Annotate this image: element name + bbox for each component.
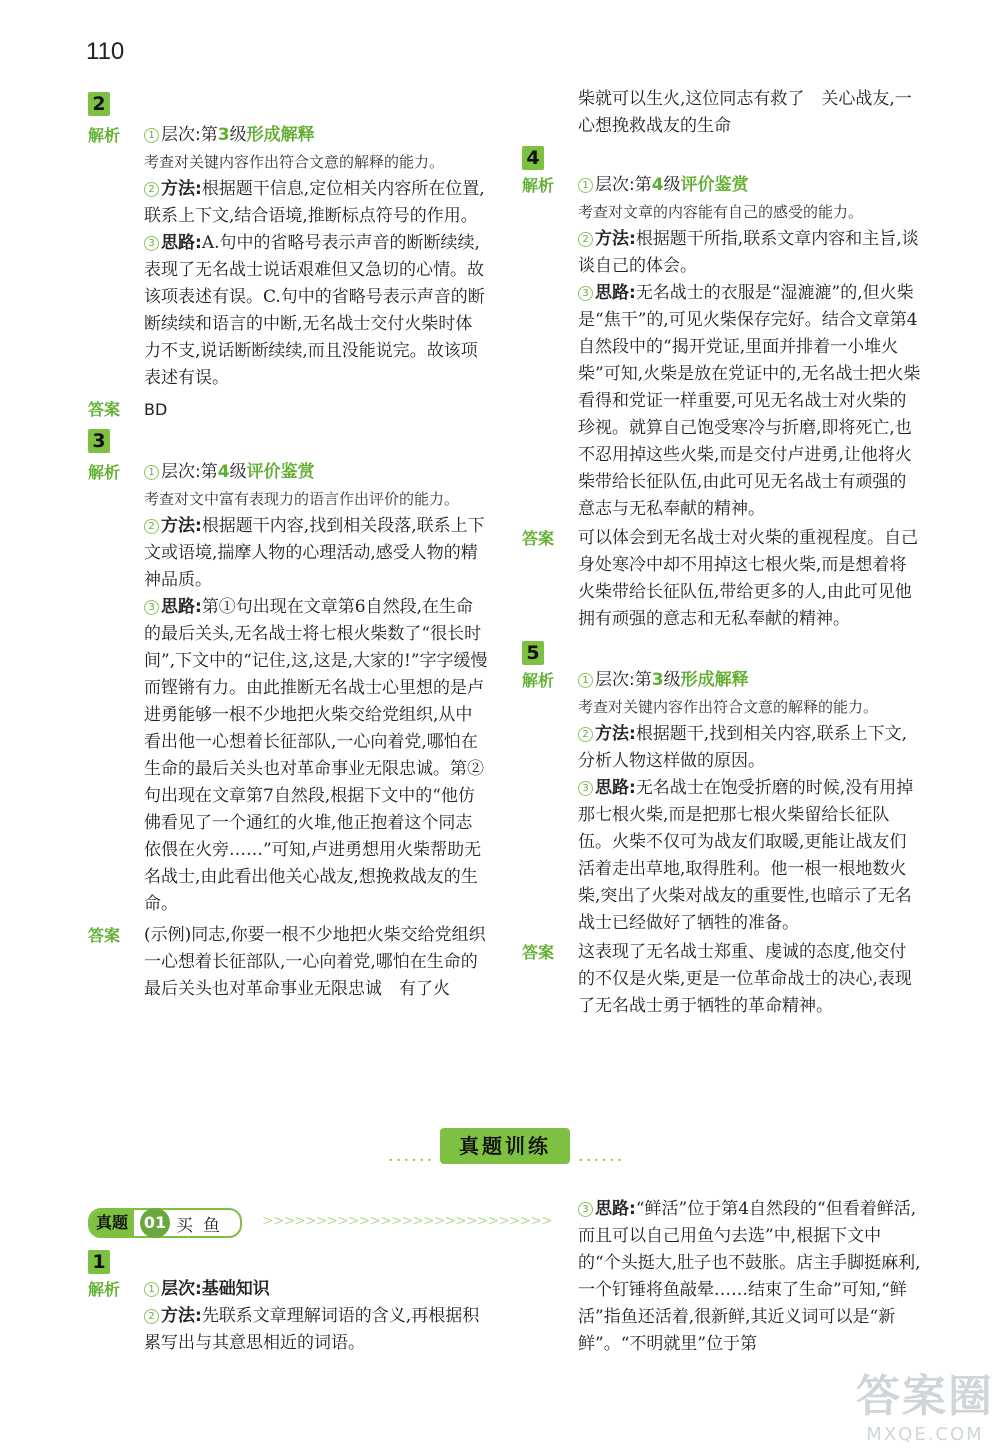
level-desc: 考查对关键内容作出符合文意的解释的能力。	[578, 698, 879, 716]
question-number: 1	[88, 1250, 110, 1274]
circle-3-icon: 3	[578, 1202, 593, 1217]
answer-text: 这表现了无名战士郑重、虔诚的态度,他交付的不仅是火柴,更是一位革命战士的决心,表现了无名战士勇于牺牲的革命精神。	[578, 942, 912, 1016]
practice-article-title: 买鱼	[176, 1215, 231, 1236]
circle-3-icon: 3	[144, 236, 159, 251]
analysis-tag: 解析	[522, 176, 555, 195]
level-name: 评价鉴赏	[680, 175, 749, 195]
circle-2-icon: 2	[144, 1309, 159, 1324]
page-number: 110	[86, 38, 125, 65]
method-text: 根据题干,找到相关内容,联系上下文,分析人物这样做的原因。	[578, 724, 908, 771]
circle-1-icon: 1	[144, 465, 159, 480]
circle-2-icon: 2	[578, 727, 593, 742]
level-text: 层次:基础知识	[161, 1279, 270, 1299]
question-5: 5 解析 1 层次:第3级形成解释 考查对关键内容作出符合文意的解释的能力。 2 方法:根据题干,找到相关内容,联系上下文,分析人物这样做的原因。 3 思路:无名战士在饱受折磨的时候,没有用掉那七根火柴,而是把那七根火柴留给长征队伍。火柴不仅可为战友们取暖,更能让战友们活着走出草地,取得胜利。他一根一根地数火柴,突出了火柴对战友的重要性,也暗示了无名战士已经做好了牺牲的准备。 答案 这表现了无名战士郑重、虔诚的态度,他交付的不仅是火柴,更是一位革命战士的决心,表现了无名战士勇于牺牲的革命精神。	[522, 641, 922, 1020]
answer-text: 可以体会到无名战士对火柴的重视程度。自己身处寒冷中却不用掉这七根火柴,而是想着将火柴带给长征队伍,带给更多的人,由此可见他拥有顽强的意志和无私奉献的精神。	[578, 528, 918, 629]
decorative-arrows-icon: >>>>>>>>>>>>>>>>>>>>>>>>>>>	[262, 1213, 552, 1229]
analysis-tag: 解析	[88, 1280, 121, 1299]
practice-label: 真题	[90, 1210, 134, 1236]
banner-dots-right: ······	[578, 1150, 625, 1171]
circle-3-icon: 3	[144, 600, 159, 615]
analysis-tag: 解析	[522, 671, 555, 690]
idea-text: A.句中的省略号表示声音的断断续续,表现了无名战士说话艰难但又急切的心情。故该项表述有误。C.句中的省略号表示声音的断断续续和语言的中断,无名战士交付火柴时体力不支,说话断断续续,而且没能说完。故该项表述有误。	[144, 233, 485, 388]
method-text: 先联系文章理解词语的含义,再根据积累写出与其意思相近的词语。	[144, 1306, 480, 1353]
question-number: 2	[88, 92, 110, 116]
question-number: 5	[522, 641, 544, 665]
answer-tag: 答案	[88, 926, 121, 945]
question-2: 2 解析 1 层次:第3级形成解释 考查对关键内容作出符合文意的解释的能力。 2 方法:根据题干信息,定位相关内容所在位置,联系上下文,结合语境,推断标点符号的作用。 3 思路:A.句中的省略号表示声音的断断续续,表现了无名战士说话艰难但又急切的心情。故该项表述有误。C.句中的省略号表示声音的断断续续和语言的中断,无名战士交付火柴时体力不支,说话断断续续,而且没能说完。故该项表述有误。 答案 BD	[88, 92, 488, 423]
answer-text: (示例)同志,你要一根不少地把火柴交给党组织 一心想着长征部队,一心向着党,哪怕在生命的最后关头也对革命事业无限忠诚 有了火	[144, 925, 503, 999]
level-desc: 考查对文章的内容能有自己的感受的能力。	[578, 203, 864, 221]
practice-question-1-continued: 3 思路:“鲜活”位于第4自然段的“但看着鲜活,而且可以自己用鱼勺去选”中,根据下文中的“个头挺大,肚子也不鼓胀。店主手脚挺麻利,一个钉锤将鱼敲晕……结束了生命”可知,“鲜活”指鱼还活着,很新鲜,其近义词可以是“新鲜”。“不明就里”位于第	[578, 1199, 921, 1354]
answer-text: BD	[144, 400, 168, 419]
banner-dots-left: ······	[388, 1150, 435, 1171]
analysis-tag: 解析	[88, 126, 121, 145]
level-name: 形成解释	[680, 670, 749, 690]
circle-1-icon: 1	[578, 178, 593, 193]
left-column	[88, 92, 503, 1003]
circle-1-icon: 1	[578, 673, 593, 688]
circle-2-icon: 2	[144, 182, 159, 197]
level-name: 形成解释	[246, 125, 315, 145]
level-desc: 考查对关键内容作出符合文意的解释的能力。	[144, 153, 445, 171]
answer-tag: 答案	[522, 529, 555, 548]
watermark	[856, 1360, 994, 1445]
watermark-url: MXQE.COM	[866, 1424, 984, 1445]
method-text: 根据题干内容,找到相关段落,联系上下文或语境,揣摩人物的心理活动,感受人物的精神品质。	[144, 516, 485, 590]
idea-text: 第①句出现在文章第6自然段,在生命的最后关头,无名战士将七根火柴数了“很长时间”,下文中的“记住,这,这是,大家的!”字字缓慢而铿锵有力。由此推断无名战士心里想的是卢进勇能够一根不少地把火柴交给党组织,从中看出他一心想着长征部队,一心向着党,哪怕在生命的最后关头也对革命事业无限忠诚。第②句出现在文章第7自然段,根据下文中的“他仿佛看见了一个通红的火堆,他正抱着这个同志依偎在火旁……”可知,卢进勇想用火柴帮助无名战士,由此看出他关心战友,想挽救战友的生命。	[144, 597, 488, 914]
method-text: 根据题干信息,定位相关内容所在位置,联系上下文,结合语境,推断标点符号的作用。	[144, 179, 485, 226]
practice-title	[88, 1208, 242, 1238]
answer-tag: 答案	[88, 400, 121, 419]
question-number: 4	[522, 146, 544, 170]
watermark-logo: 答案圈	[856, 1371, 994, 1422]
question-4: 4 解析 1 层次:第4级评价鉴赏 考查对文章的内容能有自己的感受的能力。 2 方法:根据题干所指,联系文章内容和主旨,谈谈自己的体会。 3 思路:无名战士的衣服是“湿漉漉”的,但火柴是“焦干”的,可见火柴保存完好。结合文章第4自然段中的“揭开党证,里面并排着一小堆火柴”可知,火柴是放在党证中的,无名战士把火柴看得和党证一样重要,可见无名战士对火柴的珍视。就算自己饱受寒冷与折磨,即将死亡,也不忍用掉这些火柴,而是交付卢进勇,让他将火柴带给长征队伍,由此可见无名战士有顽强的意志与无私奉献的精神。 答案 可以体会到无名战士对火柴的重视程度。自己身处寒冷中却不用掉这七根火柴,而是想着将火柴带给长征队伍,带给更多的人,由此可见他拥有顽强的意志和无私奉献的精神。	[522, 146, 922, 633]
idea-text: “鲜活”位于第4自然段的“但看着鲜活,而且可以自己用鱼勺去选”中,根据下文中的“个头挺大,肚子也不鼓胀。店主手脚挺麻利,一个钉锤将鱼敲晕……结束了生命”可知,“鲜活”指鱼还活着,很新鲜,其近义词可以是“新鲜”。“不明就里”位于第	[578, 1199, 921, 1354]
idea-text: 无名战士在饱受折磨的时候,没有用掉那七根火柴,而是把那七根火柴留给长征队伍。火柴不仅可为战友们取暖,更能让战友们活着走出草地,取得胜利。他一根一根地数火柴,突出了火柴对战友的重要性,也暗示了无名战士已经做好了牺牲的准备。	[578, 778, 914, 933]
level-desc: 考查对文中富有表现力的语言作出评价的能力。	[144, 490, 460, 508]
question-number: 3	[88, 429, 110, 453]
circle-1-icon: 1	[144, 128, 159, 143]
analysis-tag: 解析	[88, 463, 121, 482]
circle-2-icon: 2	[578, 232, 593, 247]
idea-text: 无名战士的衣服是“湿漉漉”的,但火柴是“焦干”的,可见火柴保存完好。结合文章第4自然段中的“揭开党证,里面并排着一小堆火柴”可知,火柴是放在党证中的,无名战士把火柴看得和党证一样重要,可见无名战士对火柴的珍视。就算自己饱受寒冷与折磨,即将死亡,也不忍用掉这些火柴,而是交付卢进勇,让他将火柴带给长征队伍,由此可见无名战士有顽强的意志与无私奉献的精神。	[578, 283, 921, 519]
practice-question-1: 1 解析 1 层次:基础知识 2 方法:先联系文章理解词语的含义,再根据积累写出与其意思相近的词语。	[88, 1251, 480, 1353]
circle-2-icon: 2	[144, 519, 159, 534]
circle-1-icon: 1	[144, 1282, 159, 1297]
q3-continued-text: 柴就可以生火,这位同志有救了 关心战友,一心想挽救战友的生命	[578, 89, 912, 136]
right-column	[522, 86, 922, 1020]
circle-3-icon: 3	[578, 781, 593, 796]
circle-3-icon: 3	[578, 286, 593, 301]
section-banner: 真题训练	[440, 1128, 570, 1164]
question-3: 3 解析 1 层次:第4级评价鉴赏 考查对文中富有表现力的语言作出评价的能力。 2 方法:根据题干内容,找到相关段落,联系上下文或语境,揣摩人物的心理活动,感受人物的精神品质。 3 思路:第①句出现在文章第6自然段,在生命的最后关头,无名战士将七根火柴数了“很长时间”,下文中的“记住,这,这是,大家的!”字字缓慢而铿锵有力。由此推断无名战士心里想的是卢进勇能够一根不少地把火柴交给党组织,从中看出他一心想着长征部队,一心向着党,哪怕在生命的最后关头也对革命事业无限忠诚。第②句出现在文章第7自然段,根据下文中的“他仿佛看见了一个通红的火堆,他正抱着这个同志依偎在火旁……”可知,卢进勇想用火柴帮助无名战士,由此看出他关心战友,想挽救战友的生命。 答案 (示例)同志,你要一根不少地把火柴交给党组织 一心想着长征部队,一心向着党,哪怕在生命的最后关头也对革命事业无限忠诚 有了火	[88, 429, 488, 1003]
level-name: 评价鉴赏	[246, 462, 315, 482]
method-text: 根据题干所指,联系文章内容和主旨,谈谈自己的体会。	[578, 229, 919, 276]
answer-tag: 答案	[522, 943, 555, 962]
practice-number: 01	[140, 1208, 170, 1238]
